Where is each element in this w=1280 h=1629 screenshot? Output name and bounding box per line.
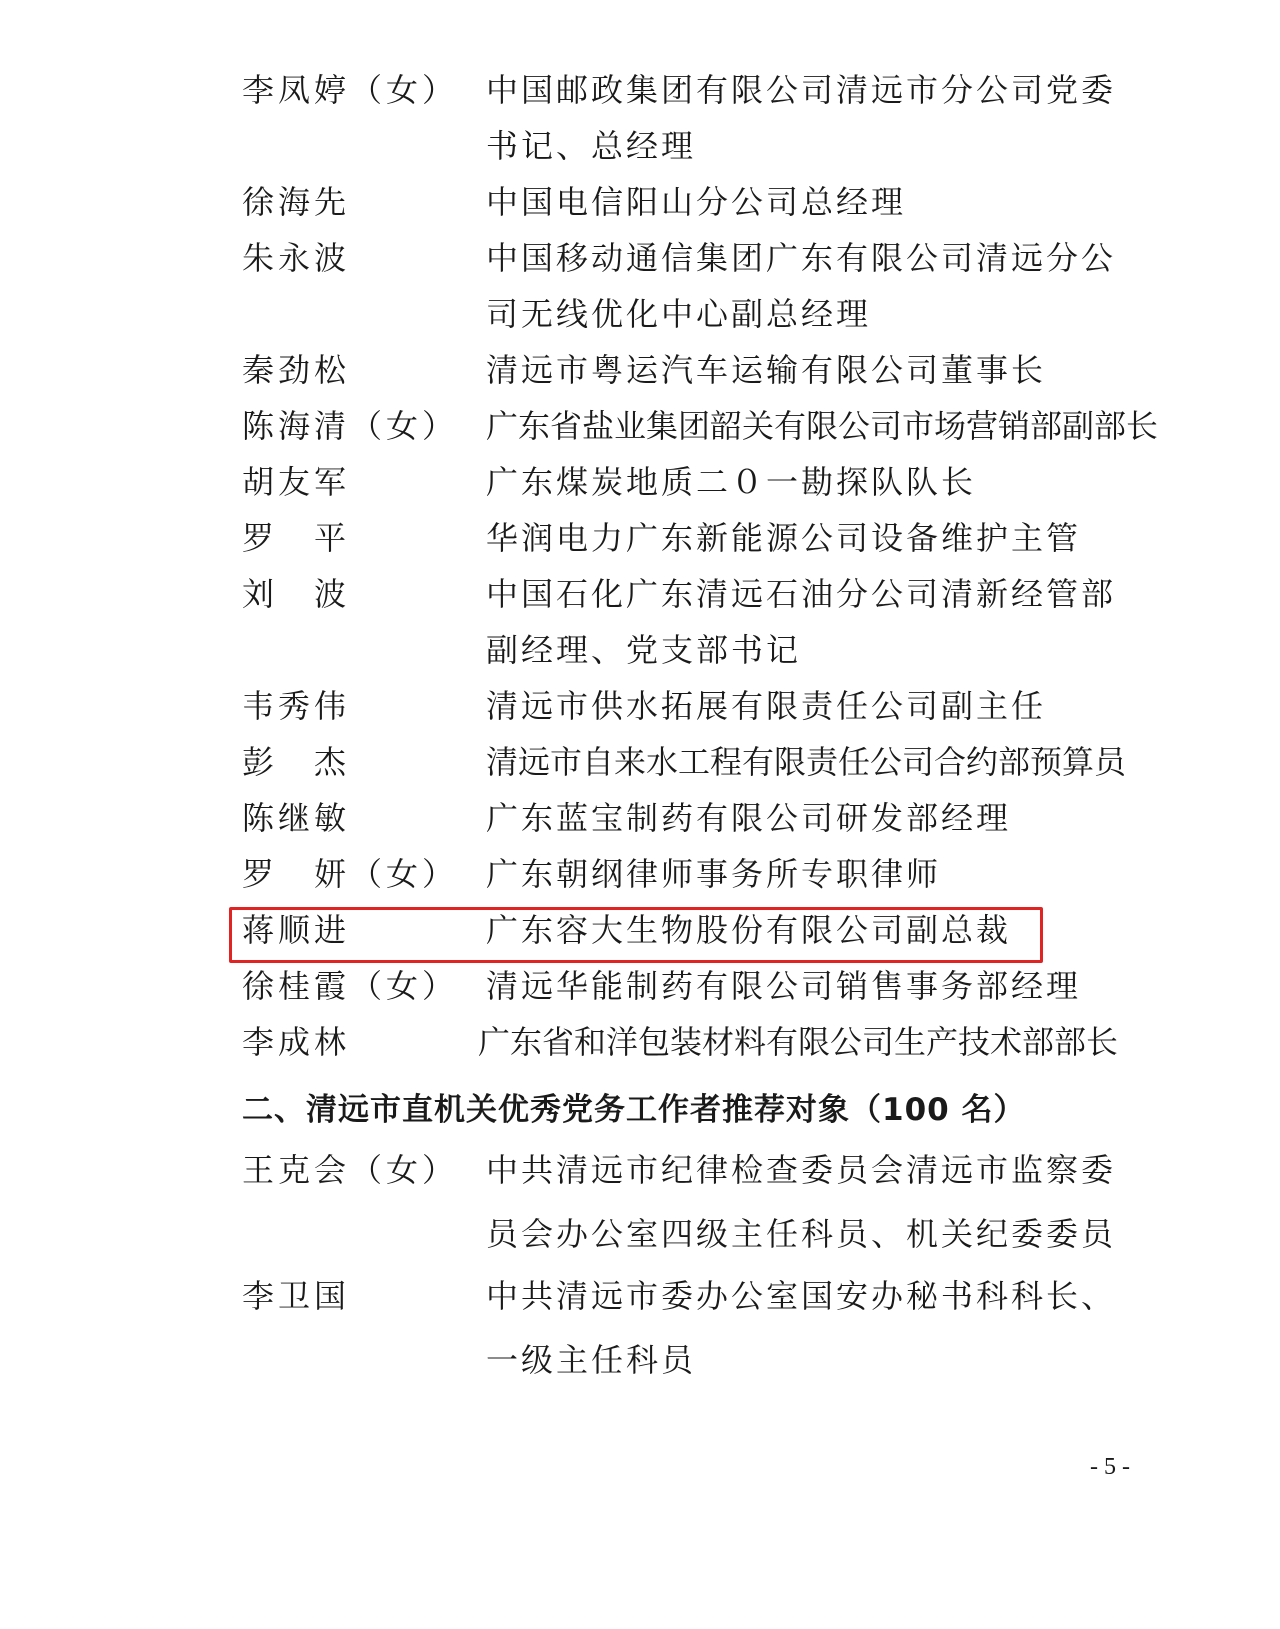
person-name: 朱永波 [242,239,351,277]
person-name: 刘 波 [242,575,351,613]
person-title [478,1022,1118,1078]
title-line: 中国移动通信集团广东有限公司清远分公 [486,239,1117,277]
person-name: 陈海清（女） [242,407,459,445]
person-title [486,798,1126,854]
title-line: 中国石化广东清远石油分公司清新经管部 [486,575,1117,613]
title-line: 清远市供水拓展有限责任公司副主任 [486,687,1047,725]
title-line: 广东省盐业集团韶关有限公司市场营销部副部长 [486,407,1159,445]
title-line: 书记、总经理 [486,127,697,165]
title-line: 广东朝纲律师事务所专职律师 [486,855,942,893]
person-name: 王克会（女） [242,1151,459,1189]
person-title [486,574,1126,686]
title-line: 中国电信阳山分公司总经理 [486,183,907,221]
title-line: 华润电力广东新能源公司设备维护主管 [486,519,1082,557]
person-name: 胡友军 [242,463,351,501]
person-title [486,182,1126,238]
title-line: 员会办公室四级主任科员、机关纪委委员 [486,1215,1117,1253]
person-title [486,966,1126,1022]
person-name: 蒋顺进 [242,911,351,949]
person-name: 彭 杰 [242,743,351,781]
title-line: 中国邮政集团有限公司清远市分公司党委 [486,71,1117,109]
page-number: - 5 - [1090,1454,1130,1480]
section-heading: 二、清远市直机关优秀党务工作者推荐对象（100 名） [242,1092,1026,1128]
person-title [486,462,1126,518]
title-line: 中共清远市委办公室国安办秘书科科长、 [486,1277,1117,1315]
title-line: 清远华能制药有限公司销售事务部经理 [486,967,1082,1005]
title-line: 司无线优化中心副总经理 [486,295,872,333]
person-name: 徐海先 [242,183,351,221]
title-line: 清远市自来水工程有限责任公司合约部预算员 [486,743,1127,781]
person-title [486,854,1126,910]
person-name: 韦秀伟 [242,687,351,725]
person-title [486,1150,1126,1278]
person-name: 李凤婷（女） [242,71,459,109]
person-title [486,238,1126,350]
person-title [486,686,1126,742]
highlight-box [229,907,1043,963]
title-line: 广东省和洋包装材料有限公司生产技术部部长 [478,1023,1119,1061]
title-line: 广东蓝宝制药有限公司研发部经理 [486,799,1012,837]
person-name: 李成林 [242,1023,351,1061]
person-title [486,518,1126,574]
person-title [486,350,1126,406]
person-name: 罗 妍（女） [242,855,459,893]
person-name: 罗 平 [242,519,351,557]
title-line: 广东煤炭地质二０一勘探队队长 [486,463,977,501]
person-name: 秦劲松 [242,351,351,389]
title-line: 中共清远市纪律检查委员会清远市监察委 [486,1151,1117,1189]
person-name: 陈继敏 [242,799,351,837]
title-line: 一级主任科员 [486,1341,697,1379]
person-title [486,742,1126,798]
person-title [486,1276,1126,1404]
title-line: 清远市粤运汽车运输有限公司董事长 [486,351,1047,389]
title-line: 广东容大生物股份有限公司副总裁 [486,911,1012,949]
person-name: 徐桂霞（女） [242,967,459,1005]
person-title [486,406,1159,462]
person-title [486,70,1126,182]
person-name: 李卫国 [242,1277,351,1315]
title-line: 副经理、党支部书记 [486,631,802,669]
